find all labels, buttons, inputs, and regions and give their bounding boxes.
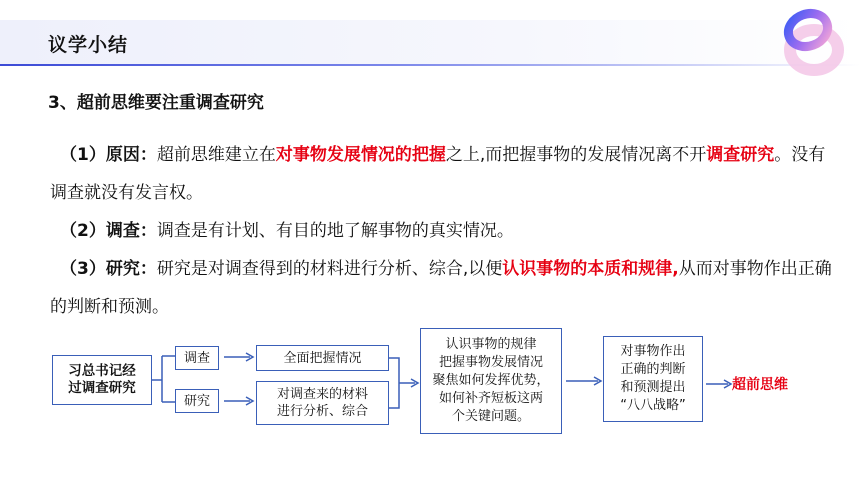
research-text-b: 从而对事物作出正确的判断和预测。 [50, 259, 832, 317]
point-research [50, 250, 840, 326]
section-heading: 3、超前思维要注重调查研究 [48, 93, 264, 113]
analyze-box [256, 381, 389, 425]
reason-text-b: 之上,而把握事物的发展情况离不开 [445, 145, 707, 165]
arrow-icon [222, 350, 256, 364]
insight-line: 如何补齐短板这两 [438, 391, 543, 406]
insight-line: 把握事物发展情况 [438, 355, 543, 370]
source-line-1: 习总书记经 [68, 363, 136, 379]
judge-line: 和预测提出 [620, 380, 686, 395]
arrow-icon [704, 377, 734, 391]
grasp-box: 全面把握情况 [256, 345, 389, 371]
insight-box [420, 328, 562, 434]
research-label: （3）研究： [60, 259, 157, 279]
research-box: 研究 [175, 389, 219, 413]
insight-line: 认识事物的规律 [445, 337, 537, 352]
insight-line: 个关键问题。 [451, 409, 530, 424]
merge-connector [389, 352, 421, 414]
judge-box [603, 336, 703, 422]
research-highlight: 认识事物的本质和规律, [502, 259, 679, 279]
research-text-a: 研究是对调查得到的材料进行分析、综合,以便 [156, 259, 503, 279]
analyze-line-1: 对调查来的材料 [276, 387, 368, 402]
source-box [52, 355, 152, 405]
investigation-text: 调查是有计划、有目的地了解事物的真实情况。 [156, 221, 514, 241]
reason-text-a: 超前思维建立在 [156, 145, 276, 165]
investigation-label: （2）调查： [60, 221, 157, 241]
judge-line: 正确的判断 [620, 362, 686, 377]
body-text [50, 136, 840, 326]
source-line-2: 过调查研究 [68, 380, 136, 396]
investigate-box: 调查 [175, 346, 219, 370]
judge-line: 对事物作出 [620, 344, 686, 359]
title-bar [0, 20, 860, 66]
judge-line: “八八战略” [620, 398, 686, 413]
reason-highlight-a: 对事物发展情况的把握 [275, 145, 446, 165]
ring-decoration-icon [778, 2, 848, 80]
title-underline [0, 64, 860, 66]
result-label: 超前思维 [732, 377, 788, 393]
arrow-icon [222, 394, 256, 408]
reason-label: （1）原因： [60, 145, 157, 165]
point-investigation [50, 212, 840, 250]
analyze-line-2: 进行分析、综合 [276, 404, 368, 419]
arrow-icon [564, 374, 604, 388]
reason-text-c: 。没有调查就没有发言权。 [50, 145, 826, 203]
insight-line: 聚焦如何发挥优势， [432, 373, 550, 388]
reason-highlight-b: 调查研究 [706, 145, 775, 165]
point-reason [50, 136, 840, 212]
page-title: 议学小结 [48, 34, 129, 56]
fork-connector [152, 350, 176, 410]
